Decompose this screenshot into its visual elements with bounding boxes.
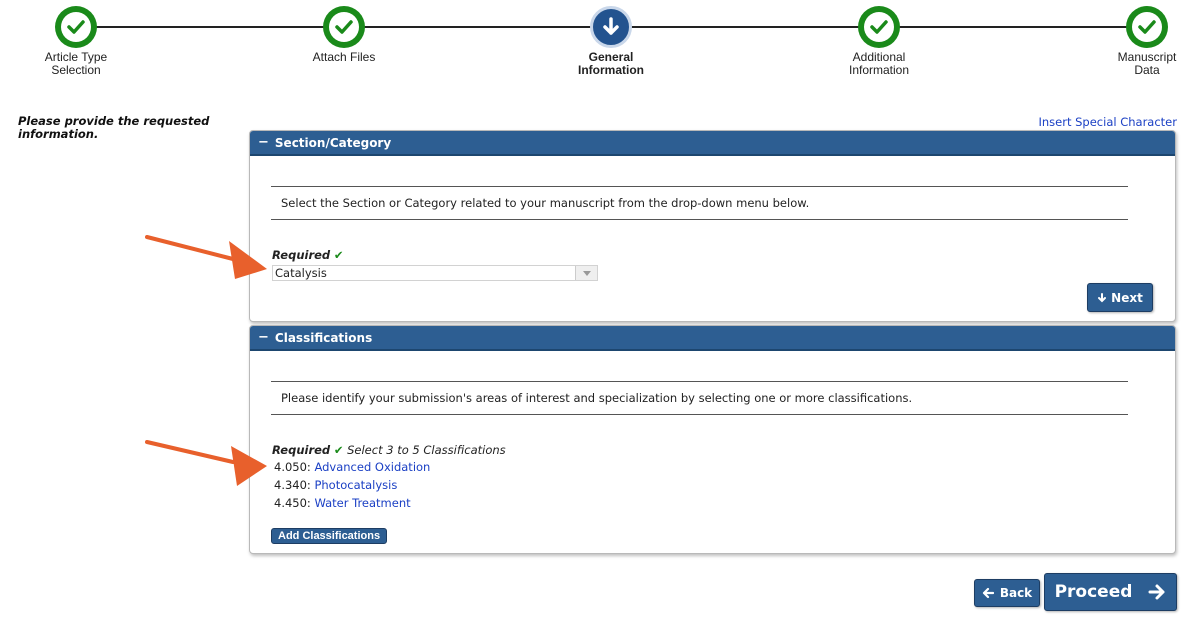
next-button[interactable]: Next: [1087, 283, 1153, 312]
panel-title: Classifications: [274, 330, 373, 345]
collapse-icon[interactable]: −: [258, 135, 269, 150]
step-general-information: [546, 6, 676, 77]
add-classifications-button[interactable]: Add Classifications: [271, 528, 387, 544]
step-complete-indicator: [323, 6, 365, 48]
list-item: 4.340: Photocatalysis: [274, 478, 398, 492]
classifications-description: Please identify your submission's areas of interest and specialization by selecting one or more classifications.: [271, 381, 1128, 415]
step-complete-indicator: [858, 6, 900, 48]
instruction-text: Please provide the requested information.: [18, 114, 210, 141]
arrow-down-icon: [1097, 293, 1107, 303]
arrow-left-icon: [982, 587, 994, 599]
step-current-indicator: [590, 6, 632, 48]
section-description: Select the Section or Category related to your manuscript from the drop-down menu below.: [271, 186, 1128, 220]
check-icon: ✔: [333, 443, 344, 457]
checkmark-icon: [333, 16, 355, 38]
arrow-right-icon: [1148, 583, 1166, 601]
arrow-down-icon: [600, 16, 622, 38]
step-label: Additional Information: [848, 50, 910, 77]
classifications-header[interactable]: [250, 326, 1175, 351]
annotation-arrow-icon: [145, 233, 270, 283]
collapse-icon[interactable]: −: [258, 330, 269, 345]
insert-special-character-link[interactable]: Insert Special Character: [1038, 115, 1177, 129]
section-category-panel: [249, 130, 1176, 322]
back-button[interactable]: Back: [974, 579, 1040, 607]
panel-title: Section/Category: [274, 135, 392, 150]
step-label: Attach Files: [312, 50, 376, 64]
classification-link[interactable]: Advanced Oxidation: [314, 460, 431, 474]
section-category-select[interactable]: Catalysis: [272, 265, 598, 281]
checkmark-icon: [65, 16, 87, 38]
classification-link[interactable]: Water Treatment: [314, 496, 411, 510]
classifications-panel: [249, 325, 1176, 554]
step-complete-indicator: [55, 6, 97, 48]
proceed-button[interactable]: Proceed: [1044, 573, 1177, 611]
required-indicator: Required ✔ Select 3 to 5 Classifications: [272, 443, 506, 457]
checkmark-icon: [1136, 16, 1158, 38]
step-label: General Information: [578, 50, 644, 77]
step-attach-files[interactable]: [279, 6, 409, 64]
chevron-down-icon[interactable]: [575, 266, 597, 280]
step-label: Manuscript Data: [1117, 50, 1177, 77]
required-indicator: Required ✔: [272, 248, 344, 262]
step-complete-indicator: [1126, 6, 1168, 48]
step-article-type[interactable]: [11, 6, 141, 77]
check-icon: ✔: [333, 248, 344, 262]
section-category-header[interactable]: [250, 131, 1175, 156]
list-item: 4.050: Advanced Oxidation: [274, 460, 431, 474]
annotation-arrow-icon: [145, 438, 270, 490]
classification-list: [274, 458, 430, 512]
list-item: 4.450: Water Treatment: [274, 496, 411, 510]
classification-link[interactable]: Photocatalysis: [314, 478, 398, 492]
step-additional-information[interactable]: [814, 6, 944, 77]
step-label: Article Type Selection: [44, 50, 108, 77]
checkmark-icon: [868, 16, 890, 38]
step-manuscript-data[interactable]: [1082, 6, 1192, 77]
classification-hint: Select 3 to 5 Classifications: [347, 443, 506, 457]
